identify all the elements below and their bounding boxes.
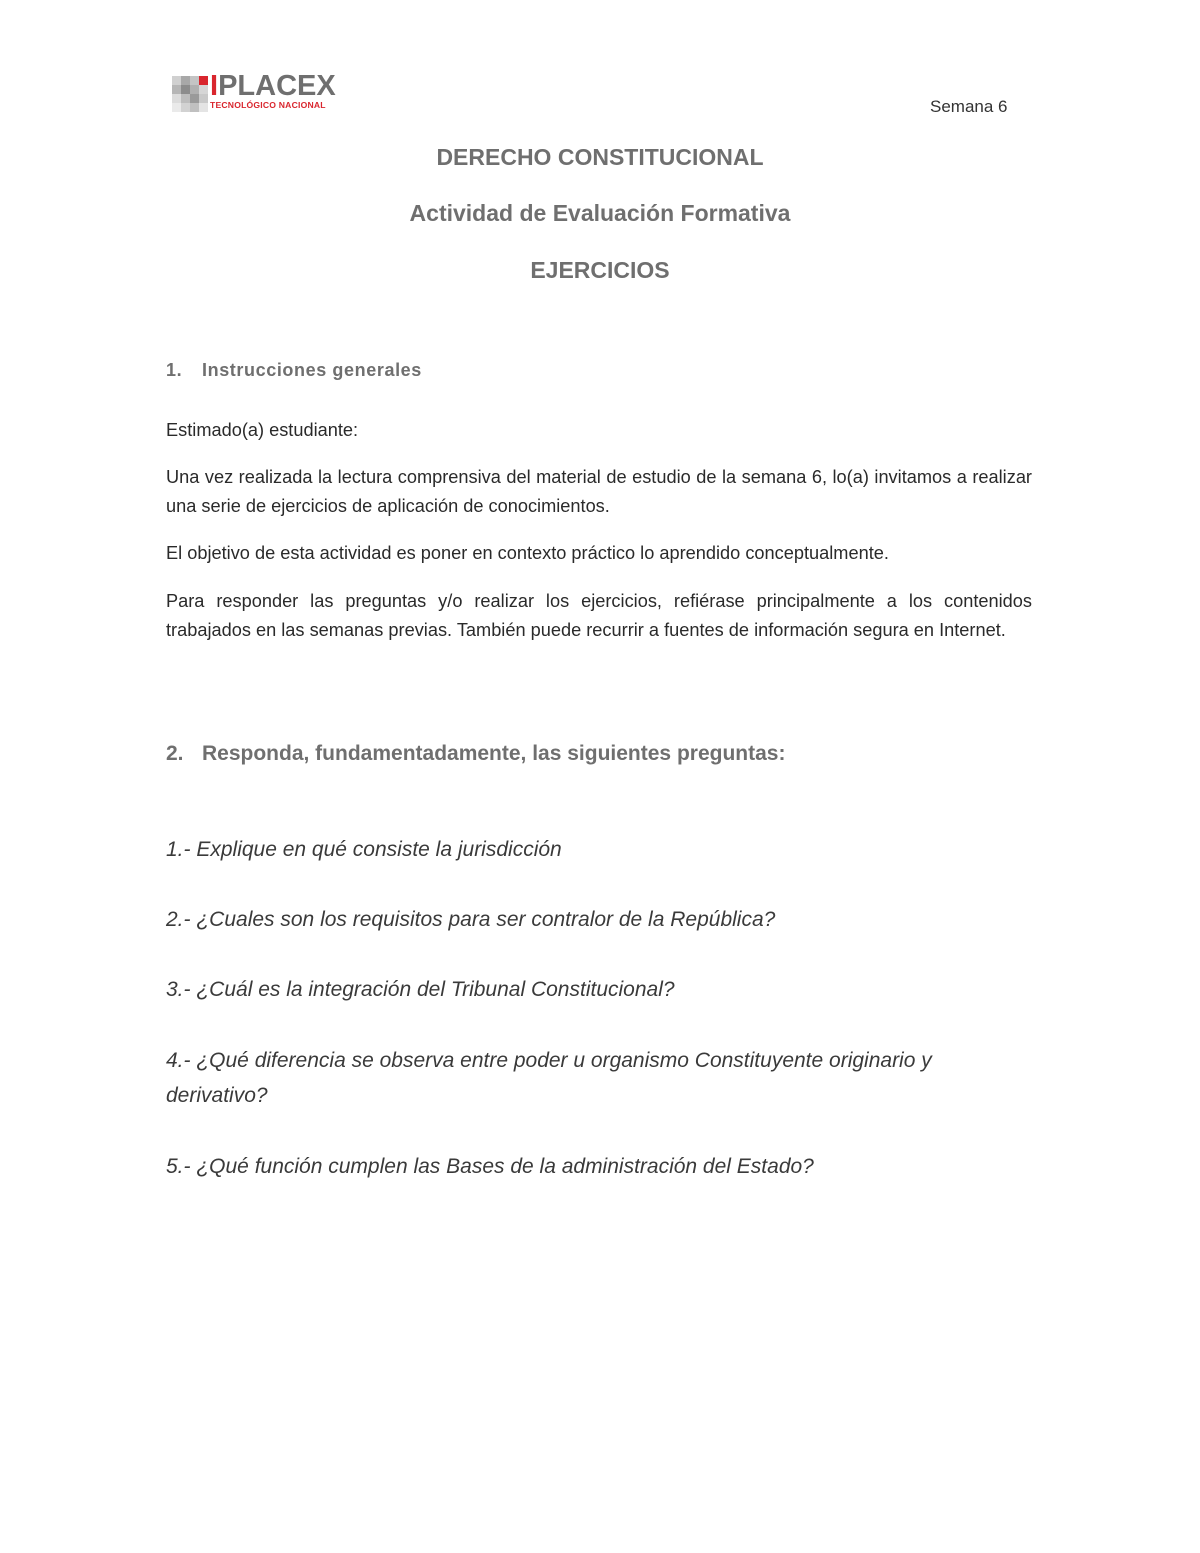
section-heading-instructions <box>166 360 422 381</box>
logo-subtitle: TECNOLÓGICO NACIONAL <box>210 100 326 110</box>
iplacex-logo <box>172 70 342 114</box>
question-item: 4.- ¿Qué diferencia se observa entre poder u organismo Constituyente originario y derivativo? <box>166 1049 932 1107</box>
activity-title: Actividad de Evaluación Formativa <box>409 200 791 226</box>
instruction-paragraph: Una vez realizada la lectura comprensiva del material de estudio de la semana 6, lo(a) invitamos a realizar una serie de ejercicios de aplicación de conocimientos. <box>166 467 1032 516</box>
logo-first-letter: I <box>210 70 219 102</box>
question-item: 5.- ¿Qué función cumplen las Bases de la administración del Estado? <box>166 1155 814 1178</box>
section-heading-questions <box>166 742 785 766</box>
question-item: 1.- Explique en qué consiste la jurisdicción <box>166 838 562 861</box>
logo-wordmark <box>210 71 336 101</box>
week-label: Semana 6 <box>930 97 1008 116</box>
logo-rest-letters: PLACEX <box>218 70 336 102</box>
section-number: 2. <box>166 742 184 765</box>
exercise-title: EJERCICIOS <box>530 257 670 283</box>
course-title: DERECHO CONSTITUCIONAL <box>436 144 764 170</box>
question-item: 2.- ¿Cuales son los requisitos para ser contralor de la República? <box>166 908 776 931</box>
logo-mosaic-icon <box>172 76 208 112</box>
question-item: 3.- ¿Cuál es la integración del Tribunal Constitucional? <box>166 978 675 1001</box>
section-number: 1. <box>166 360 183 380</box>
section-heading-text: Responda, fundamentadamente, las siguientes preguntas: <box>202 742 786 765</box>
instruction-paragraph: El objetivo de esta actividad es poner en contexto práctico lo aprendido conceptualmente. <box>166 543 889 563</box>
section-heading-text: Instrucciones generales <box>202 360 422 380</box>
instruction-paragraph: Para responder las preguntas y/o realizar los ejercicios, refiérase principalmente a los contenidos trabajados en las semanas previas. También puede recurrir a fuentes de información segura en Internet. <box>166 591 1032 640</box>
greeting: Estimado(a) estudiante: <box>166 420 359 440</box>
